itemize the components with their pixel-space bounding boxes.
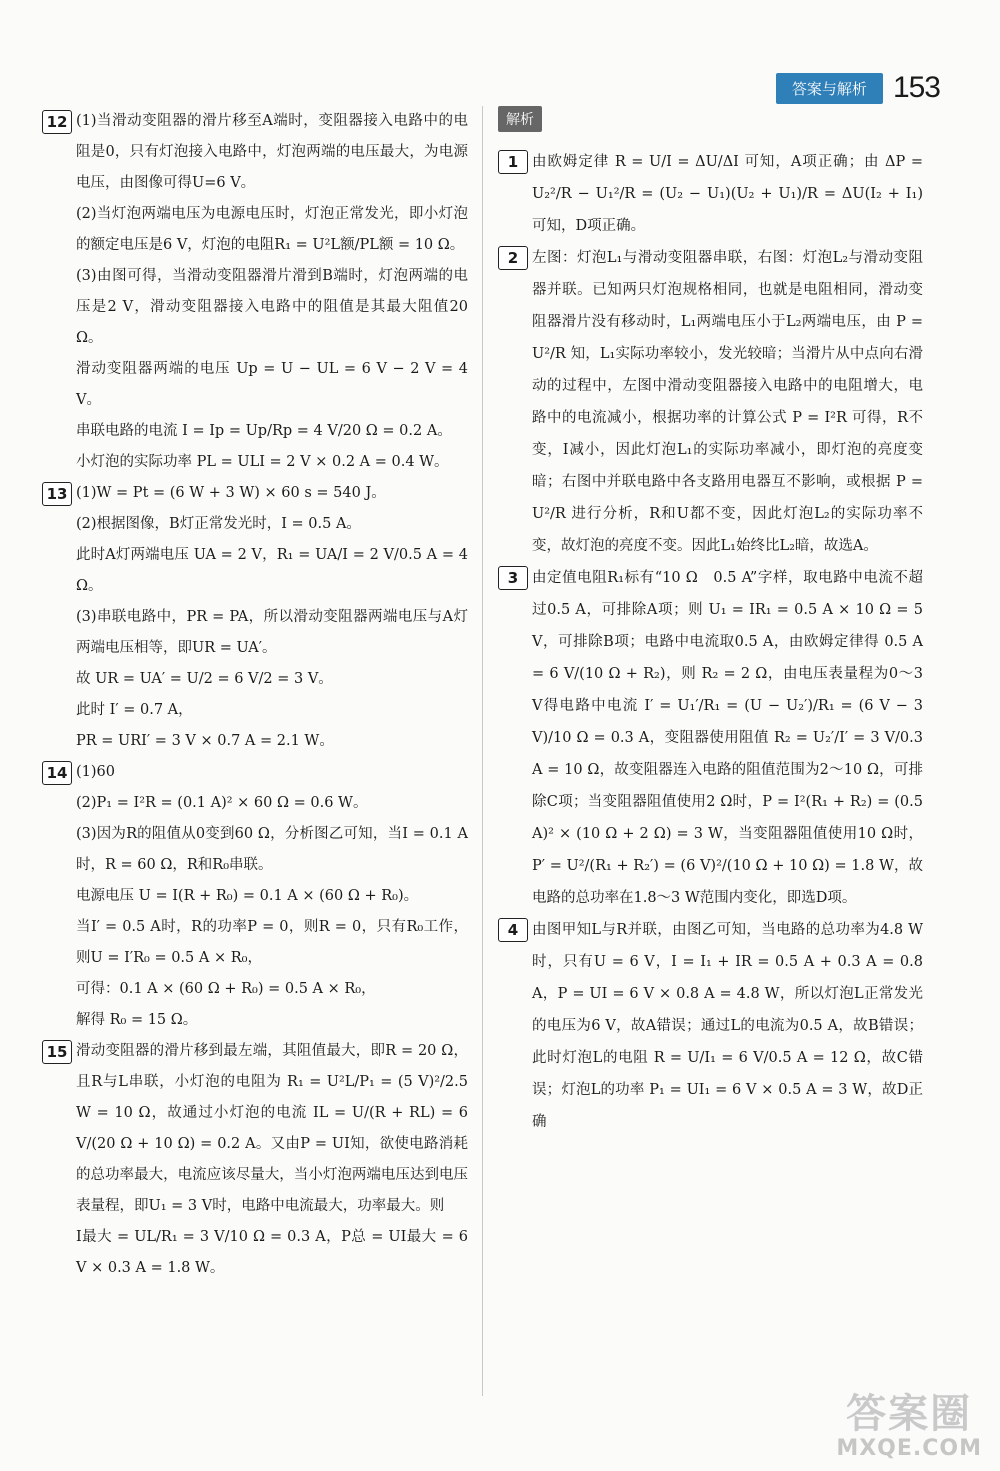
answer-text: (3)因为R的阻值从0变到60 Ω，分析图乙可知，当I = 0.1 A时，R = 60 Ω，R和R₀串联。	[76, 826, 468, 873]
answer-text: 此时A灯两端电压 UA = 2 V，R₁ = UA/I = 2 V/0.5 A = 4 Ω。	[76, 547, 473, 594]
answer-text: PR = URI′ = 3 V × 0.7 A = 2.1 W。	[76, 733, 334, 749]
answer-text: 此时 I′ = 0.7 A，	[76, 702, 193, 718]
answer-text: 小灯泡的实际功率 PL = ULI = 2 V × 0.2 A = 0.4 W。	[76, 454, 449, 470]
answer-text: (2)P₁ = I²R = (0.1 A)² × 60 Ω = 0.6 W。	[76, 795, 368, 811]
answer-item	[42, 757, 468, 1036]
answer-text: (2)当灯泡两端电压为电源电压时，灯泡正常发光，即小灯泡的额定电压是6 V，灯泡的电阻R₁ = U²L额/PL额 = 10 Ω。	[76, 206, 468, 253]
section-label: 答案与解析	[776, 73, 883, 104]
answer-text: (1)W = Pt = (6 W + 3 W) × 60 s = 540 J。	[76, 485, 386, 501]
answer-item	[498, 562, 928, 914]
answer-item	[42, 1036, 473, 1284]
right-column	[498, 106, 928, 1138]
answer-text: 由欧姆定律 R = U/I = ΔU/ΔI 可知，A项正确；由 ΔP = U₂²/R − U₁²/R = (U₂ − U₁)(U₂ + U₁)/R = ΔU(I₂ + I₁) 可知，D项正确。	[532, 154, 928, 234]
analysis-tag: 解析	[498, 106, 542, 132]
question-number: 2	[498, 246, 528, 270]
page-header	[776, 68, 940, 108]
answer-item	[42, 106, 473, 478]
answer-text: (3)由图可得，当滑动变阻器滑片滑到B端时，灯泡两端的电压是2 V，滑动变阻器接入电路中的阻值是其最大阻值20 Ω。	[76, 268, 473, 346]
answer-item	[42, 478, 473, 757]
answer-text: 电源电压 U = I(R + R₀) = 0.1 A × (60 Ω + R₀)。	[76, 888, 419, 904]
answer-item	[498, 242, 928, 562]
column-divider	[482, 106, 483, 1396]
answer-text: 左图：灯泡L₁与滑动变阻器串联，右图：灯泡L₂与滑动变阻器并联。已知两只灯泡规格相同，也就是电阻相同，滑动变阻器滑片没有移动时，L₁两端电压小于L₂两端电压，由 P = U²/R 知，L₁实际功率较小，发光较暗；当滑片从中点向右滑动的过程中，左图中滑动变阻器接入电路中的电阻增大，电路中的电流减小，根据功率的计算公式 P = I²R 可得，R不变，I减小，因此灯泡L₁的实际功率减小，即灯泡的亮度变暗；右图中并联电路中各支路用电器互不影响，或根据 P = U²/R 进行分析，R和U都不变，因此灯泡L₂的实际功率不变，故灯泡的亮度不变。因此L₁始终比L₂暗，故选A。	[532, 250, 928, 554]
question-number: 4	[498, 918, 528, 942]
answer-text: I最大 = UL/R₁ = 3 V/10 Ω = 0.3 A，P总 = UI最大 = 6 V × 0.3 A = 1.8 W。	[76, 1229, 473, 1276]
answer-text: (1)60	[76, 764, 115, 780]
answer-text: 滑动变阻器两端的电压 Up = U − UL = 6 V − 2 V = 4 V。	[76, 361, 473, 408]
answer-text: (2)根据图像，B灯正常发光时，I = 0.5 A。	[76, 516, 361, 532]
question-number: 3	[498, 566, 528, 590]
answer-text: 滑动变阻器的滑片移到最左端，其阻值最大，即R = 20 Ω，且R与L串联，小灯泡的电阻为 R₁ = U²L/P₁ = (5 V)²/2.5 W = 10 Ω，故通过小灯泡的电流 IL = U/(R + RL) = 6 V/(20 Ω + 10 Ω) = 0.2 A。又由P = UI知，欲使电路消耗的总功率最大，电流应该尽量大，当小灯泡两端电压达到电压表量程，即U₁ = 3 V时，电路中电流最大，功率最大。则	[76, 1043, 473, 1214]
left-column	[42, 106, 473, 1284]
question-number: 14	[42, 761, 72, 785]
question-number: 13	[42, 482, 72, 506]
answer-item	[498, 146, 928, 242]
answer-text: 故 UR = UA′ = U/2 = 6 V/2 = 3 V。	[76, 671, 333, 687]
watermark-url: MXQE.COM	[836, 1436, 982, 1461]
question-number: 1	[498, 150, 528, 174]
answer-text: 串联电路的电流 I = Ip = Up/Rp = 4 V/20 Ω = 0.2 A。	[76, 423, 452, 439]
answer-item	[498, 914, 928, 1138]
watermark-logo: 答案圈	[846, 1391, 973, 1437]
answer-text: 解得 R₀ = 15 Ω。	[76, 1012, 198, 1028]
page-number: 153	[892, 71, 940, 104]
answer-text: (1)当滑动变阻器的滑片移至A端时，变阻器接入电路中的电阻是0，只有灯泡接入电路中，灯泡两端的电压最大，为电源电压，由图像可得U=6 V。	[76, 113, 468, 191]
answer-text: 由图甲知L与R并联，由图乙可知，当电路的总功率为4.8 W时，只有U = 6 V，I = I₁ + IR = 0.5 A + 0.3 A = 0.8 A，P = UI = 6 V × 0.8 A = 4.8 W，所以灯泡L正常发光的电压为6 V，故A错误；通过L的电流为0.5 A，故B错误；此时灯泡L的电阻 R = U/I₁ = 6 V/0.5 A = 12 Ω，故C错误；灯泡L的功率 P₁ = UI₁ = 6 V × 0.5 A = 3 W，故D正确	[532, 922, 928, 1130]
answer-text: (3)串联电路中，PR = PA，所以滑动变阻器两端电压与A灯两端电压相等，即UR = UA′。	[76, 609, 468, 656]
watermark	[836, 1392, 982, 1461]
answer-text: 可得：0.1 A × (60 Ω + R₀) = 0.5 A × R₀，	[76, 981, 376, 997]
question-number: 15	[42, 1040, 72, 1064]
answer-text: 当I′ = 0.5 A时，R的功率P = 0，则R = 0，只有R₀工作，则U = I′R₀ = 0.5 A × R₀，	[76, 919, 468, 966]
answer-text: 由定值电阻R₁标有“10 Ω 0.5 A”字样，取电路中电流不超过0.5 A，可排除A项；则 U₁ = IR₁ = 0.5 A × 10 Ω = 5 V，可排除B项；电路中电流取0.5 A，由欧姆定律得 0.5 A = 6 V/(10 Ω + R₂)，则 R₂ = 2 Ω，由电压表量程为0～3 V得电路中电流 I′ = U₁′/R₁ = (U − U₂′)/R₁ = (6 V − 3 V)/10 Ω = 0.3 A，变阻器使用阻值 R₂ = U₂′/I′ = 3 V/0.3 A = 10 Ω，故变阻器连入电路的阻值范围为2～10 Ω，可排除C项；当变阻器阻值使用2 Ω时，P = I²(R₁ + R₂) = (0.5 A)² × (10 Ω + 2 Ω) = 3 W，当变阻器阻值使用10 Ω时，P′ = U²/(R₁ + R₂′) = (6 V)²/(10 Ω + 10 Ω) = 1.8 W，故电路的总功率在1.8～3 W范围内变化，即选D项。	[532, 570, 928, 906]
question-number: 12	[42, 110, 72, 134]
